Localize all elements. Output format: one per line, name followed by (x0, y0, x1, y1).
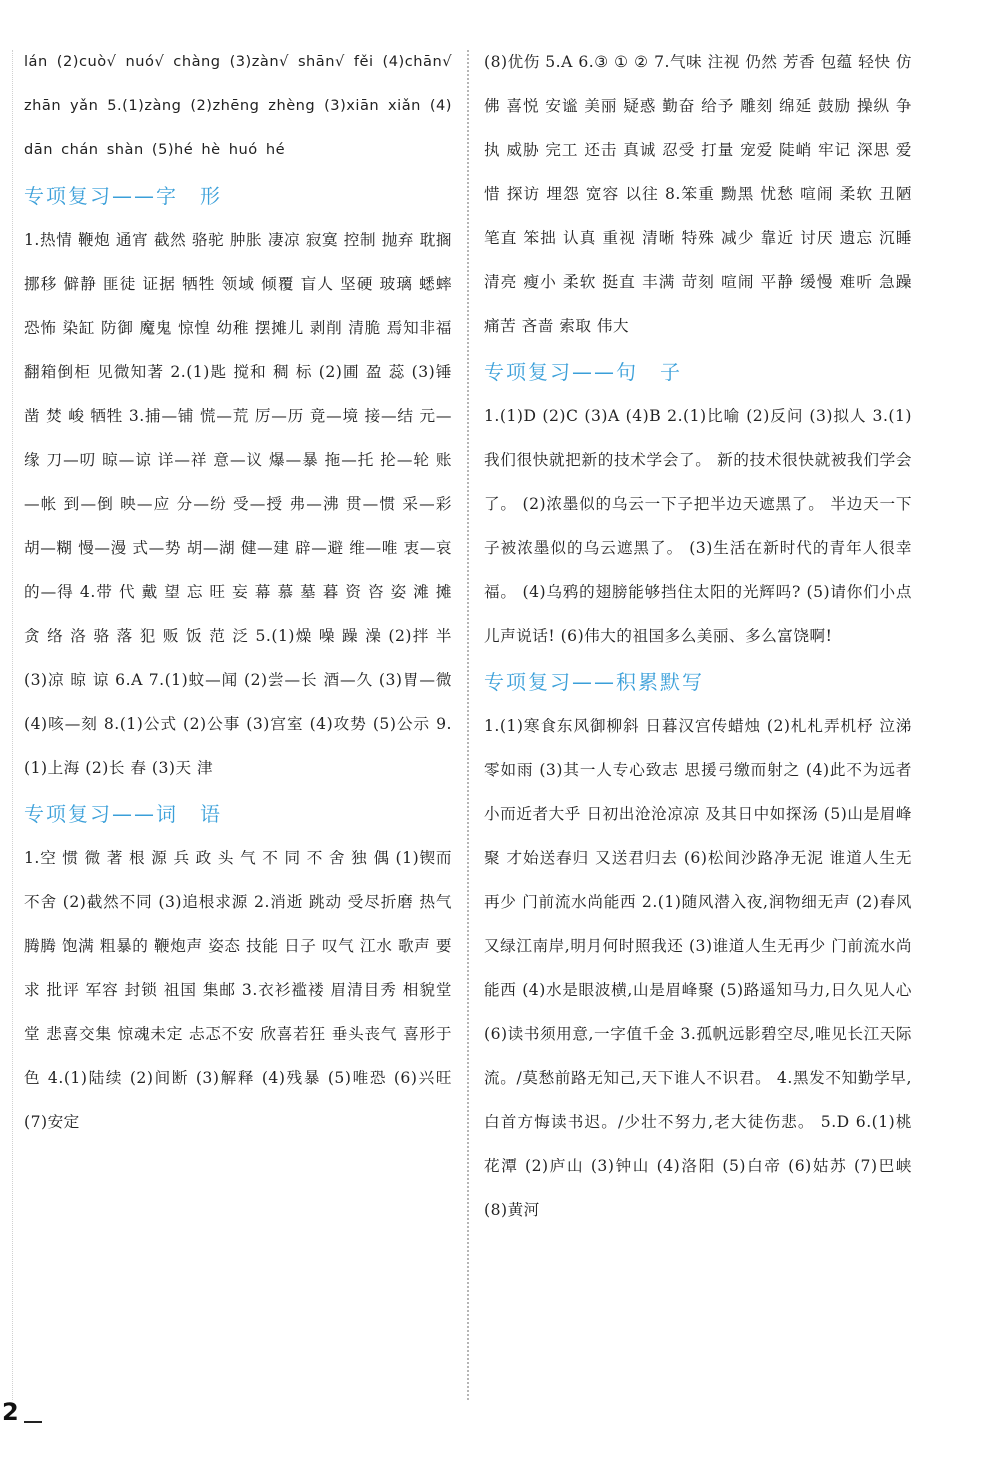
heading-jilei: 专项复习——积累默写 (484, 670, 704, 694)
ciyu-answers-continued: (8)优伤 5.A 6.③ ① ② 7.气味 注视 仍然 芳香 包蕴 轻快 仿佛 喜悦 安谧 美丽 疑惑 勤奋 给予 雕刻 绵延 鼓励 操纵 争执 威胁 完工 还击 真诚 忍受 打量 宠爱 陡峭 牢记 深思 爱惜 探访 埋怨 宽容 以往 8.笨重 黝黑 忧愁 喧闹 柔软 丑陋 笔直 笨拙 认真 重视 清晰 特殊 减少 靠近 讨厌 遗忘 沉睡 清亮 瘦小 柔软 挺直 丰满 苛刻 喧闹 平静 缓慢 难听 急躁 痛苦 吝啬 索取 伟大 (484, 53, 912, 335)
zixing-answers: 1.热情 鞭炮 通宵 截然 骆驼 肿胀 凄凉 寂寞 控制 抛弃 耽搁 挪移 僻静 匪徒 证据 牺牲 领域 倾覆 盲人 坚硬 玻璃 蟋蟀 恐怖 染缸 防御 魔鬼 惊惶 幼稚 摆摊儿 剥削 清脆 焉知非福 翻箱倒柜 见微知著 2.(1)匙 搅和 稠 标 (2)圃 盈 蕊 (3)锤 凿 焚 峻 牺牲 3.捕—铺 慌—荒 厉—历 竟—境 接—结 元—缘 刀—叨 晾—谅 详—祥 意—议 爆—暴 拖—托 抡—轮 账—帐 到—倒 映—应 分—纷 受—授 弗—沸 贯—惯 采—彩 胡—糊 慢—漫 式—势 胡—湖 健—建 辟—避 维—唯 衷—哀 的—得 4.带 代 戴 望 忘 旺 妄 幕 慕 墓 暮 资 咨 姿 滩 摊 贪 络 洛 骆 落 犯 贩 饭 范 泛 5.(1)燥 噪 躁 澡 (2)拌 半 (3)凉 晾 谅 6.A 7.(1)蚊—闻 (2)尝—长 酒—久 (3)胃—微 (4)咳—刻 8.(1)公式 (2)公事 (3)宫室 (4)攻势 (5)公示 9.(1)上海 (2)长 春 (3)天 津 (24, 231, 452, 777)
heading-juzi: 专项复习——句 子 (484, 360, 682, 384)
jilei-answers: 1.(1)寒食东风御柳斜 日暮汉宫传蜡烛 (2)札札弄机杼 泣涕零如雨 (3)其一人专心致志 思援弓缴而射之 (4)此不为远者小而近者大乎 日初出沧沧凉凉 及其日中如探汤 (5)山是眉峰聚 才始送春归 又送君归去 (6)松间沙路净无泥 谁道人生无再少 门前流水尚能西 2.(1)随风潜入夜,润物细无声 (2)春风又绿江南岸,明月何时照我还 (3)谁道人生无再少 门前流水尚能西 (4)水是眼波横,山是眉峰聚 (5)路遥知马力,日久见人心 (6)读书须用意,一字值千金 3.孤帆远影碧空尽,唯见长江天际流。/莫愁前路无知己,天下谁人不识君。 4.黑发不知勤学早,白首方悔读书迟。/少壮不努力,老大徒伤悲。 5.D 6.(1)桃花潭 (2)庐山 (3)钟山 (4)洛阳 (5)白帝 (6)姑苏 (7)巴峡 (8)黄河 (484, 717, 912, 1219)
page-number: 2 (2, 1398, 19, 1426)
ciyu-answers: 1.空 惯 微 著 根 源 兵 政 头 气 不 同 不 舍 独 偶 (1)锲而不舍 (2)截然不同 (3)追根求源 2.消逝 跳动 受尽折磨 热气腾腾 饱满 粗暴的 鞭炮声 姿态 技能 日子 叹气 江水 歌声 要求 批评 军容 封锁 祖国 集邮 3.衣衫褴褛 眉清目秀 相貌堂堂 悲喜交集 惊魂未定 忐忑不安 欣喜若狂 垂头丧气 喜形于色 4.(1)陆续 (2)间断 (3)解释 (4)残暴 (5)唯恐 (6)兴旺 (7)安定 (24, 849, 452, 1131)
pinyin-answers: lán (2)cuò√ nuó√ chàng (3)zàn√ shān√ fěi (4)chān√ zhān yǎn 5.(1)zàng (2)zhēng zhèng (3)xiān xiǎn (4)dān chán shàn (5)hé hè huó hé (24, 53, 452, 158)
left-column (24, 40, 452, 1144)
right-column (484, 40, 912, 1232)
column-divider (467, 50, 469, 1400)
margin-rule (12, 50, 13, 1400)
heading-zixing: 专项复习——字 形 (24, 184, 222, 208)
juzi-answers: 1.(1)D (2)C (3)A (4)B 2.(1)比喻 (2)反问 (3)拟人 3.(1)我们很快就把新的技术学会了。 新的技术很快就被我们学会了。 (2)浓墨似的乌云一下子把半边天遮黑了。 半边天一下子被浓墨似的乌云遮黑了。 (3)生活在新时代的青年人很幸福。 (4)乌鸦的翅膀能够挡住太阳的光辉吗? (5)请你们小点儿声说话! (6)伟大的祖国多么美丽、多么富饶啊! (484, 407, 912, 645)
heading-ciyu: 专项复习——词 语 (24, 802, 222, 826)
page-number-dash (24, 1421, 42, 1423)
